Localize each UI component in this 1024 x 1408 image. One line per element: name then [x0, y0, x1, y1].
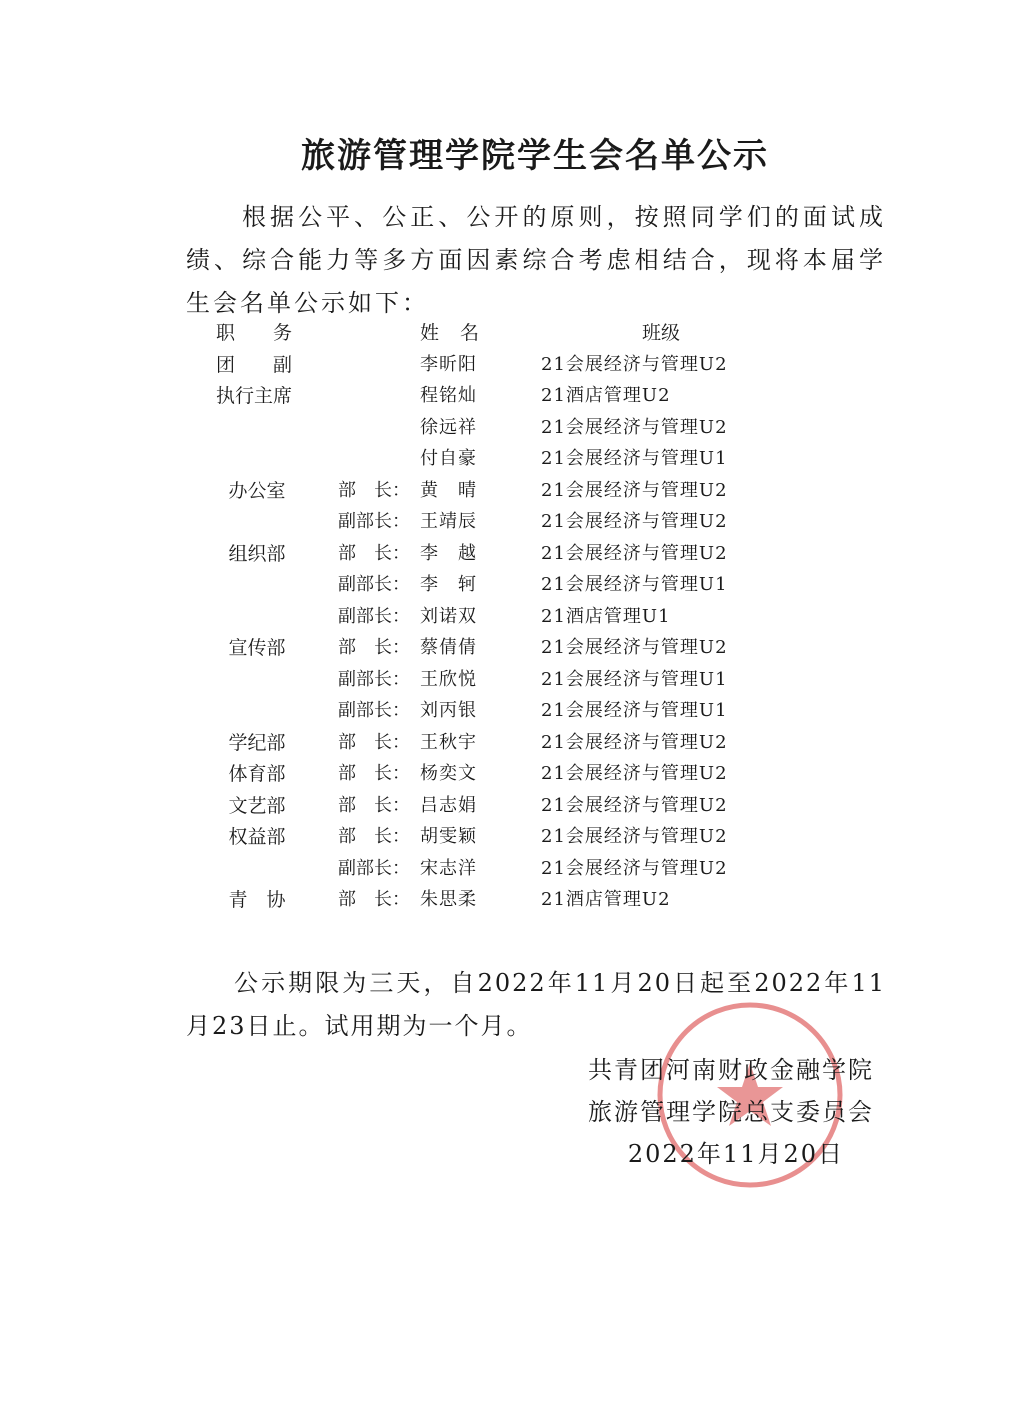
page-title: 旅游管理学院学生会名单公示: [301, 136, 769, 176]
row-role: 副部长：: [338, 574, 410, 595]
row-dept: 组织部: [228, 543, 286, 565]
row-class: 21会展经济与管理U2: [541, 795, 728, 816]
row-dept: 执行主席: [216, 385, 293, 407]
row-name: 杨奕文: [420, 763, 477, 784]
table-row: [0, 728, 1024, 758]
row-class: 21酒店管理U1: [541, 606, 671, 627]
row-name: 吕志娟: [420, 795, 477, 816]
closing-paragraph: 公示期限为三天，自2022年11月20日起至2022年11月23日止。试用期为一个月。: [186, 969, 886, 1040]
row-name: 宋志洋: [420, 858, 477, 879]
intro-paragraph: 根据公平、公正、公开的原则，按照同学们的面试成绩、综合能力等多方面因素综合考虑相结合，现将本届学生会名单公示如下：: [186, 203, 886, 317]
table-row: [0, 822, 1024, 852]
row-name: 朱思柔: [420, 889, 477, 910]
table-row: [0, 696, 1024, 726]
row-class: 21会展经济与管理U2: [541, 543, 728, 564]
row-name: 黄 晴: [420, 480, 477, 501]
row-name: 程铭灿: [420, 385, 477, 406]
table-row: [0, 665, 1024, 695]
table-row: [0, 350, 1024, 380]
row-dept: 学纪部: [228, 732, 286, 754]
table-row: [0, 570, 1024, 600]
table-row: [0, 413, 1024, 443]
row-dept: 办公室: [228, 480, 286, 502]
row-role: 部 长：: [338, 763, 410, 784]
row-role: 副部长：: [338, 669, 410, 690]
row-class: 21会展经济与管理U2: [541, 354, 728, 375]
row-name: 付自豪: [420, 448, 477, 469]
table-row: [0, 539, 1024, 569]
row-dept: 权益部: [228, 826, 286, 848]
row-role: 部 长：: [338, 480, 410, 501]
signature-date: 2022年11月20日: [627, 1140, 844, 1168]
row-class: 21会展经济与管理U1: [541, 669, 728, 690]
row-name: 胡雯颖: [420, 826, 477, 847]
table-row: [0, 885, 1024, 915]
row-class: 21酒店管理U2: [541, 889, 671, 910]
row-name: 蔡倩倩: [420, 637, 477, 658]
row-dept: 宣传部: [228, 637, 286, 659]
row-name: 李 轲: [420, 574, 477, 595]
row-name: 王秋宇: [420, 732, 477, 753]
table-row: [0, 791, 1024, 821]
table-row: [0, 759, 1024, 789]
row-class: 21会展经济与管理U1: [541, 700, 728, 721]
row-dept: 文艺部: [228, 795, 286, 817]
row-name: 刘诺双: [420, 606, 477, 627]
row-role: 部 长：: [338, 795, 410, 816]
row-role: 副部长：: [338, 511, 410, 532]
row-name: 王欣悦: [420, 669, 477, 690]
row-name: 李 越: [420, 543, 477, 564]
row-role: 部 长：: [338, 889, 410, 910]
table-row: [0, 381, 1024, 411]
row-role: 副部长：: [338, 858, 410, 879]
table-row: [0, 444, 1024, 474]
table-row: [0, 476, 1024, 506]
row-name: 徐远祥: [420, 417, 477, 438]
row-role: 副部长：: [338, 700, 410, 721]
table-row: [0, 633, 1024, 663]
row-role: 副部长：: [338, 606, 410, 627]
row-class: 21会展经济与管理U1: [541, 448, 728, 469]
signature-org-2: 旅游管理学院总支委员会: [588, 1098, 874, 1126]
row-role: 部 长：: [338, 637, 410, 658]
row-class: 21会展经济与管理U2: [541, 417, 728, 438]
row-class: 21会展经济与管理U2: [541, 858, 728, 879]
row-class: 21会展经济与管理U2: [541, 480, 728, 501]
table-row: [0, 602, 1024, 632]
header-name: 姓 名: [420, 322, 481, 344]
header-position: 职 务: [216, 322, 293, 344]
row-role: 部 长：: [338, 732, 410, 753]
row-name: 王靖辰: [420, 511, 477, 532]
table-row: [0, 507, 1024, 537]
header-class: 班级: [642, 322, 681, 344]
row-name: 刘丙银: [420, 700, 477, 721]
roster-header-row: [0, 318, 1024, 348]
row-role: 部 长：: [338, 826, 410, 847]
row-role: 部 长：: [338, 543, 410, 564]
row-dept: 团 副: [216, 354, 293, 376]
row-name: 李昕阳: [420, 354, 477, 375]
row-class: 21会展经济与管理U2: [541, 511, 728, 532]
row-dept: 体育部: [228, 763, 286, 785]
signature-org-1: 共青团河南财政金融学院: [588, 1056, 874, 1084]
row-class: 21会展经济与管理U2: [541, 732, 728, 753]
row-class: 21会展经济与管理U2: [541, 826, 728, 847]
table-row: [0, 854, 1024, 884]
row-class: 21会展经济与管理U2: [541, 763, 728, 784]
row-class: 21会展经济与管理U1: [541, 574, 728, 595]
row-class: 21酒店管理U2: [541, 385, 671, 406]
row-class: 21会展经济与管理U2: [541, 637, 728, 658]
row-dept: 青 协: [228, 889, 286, 911]
